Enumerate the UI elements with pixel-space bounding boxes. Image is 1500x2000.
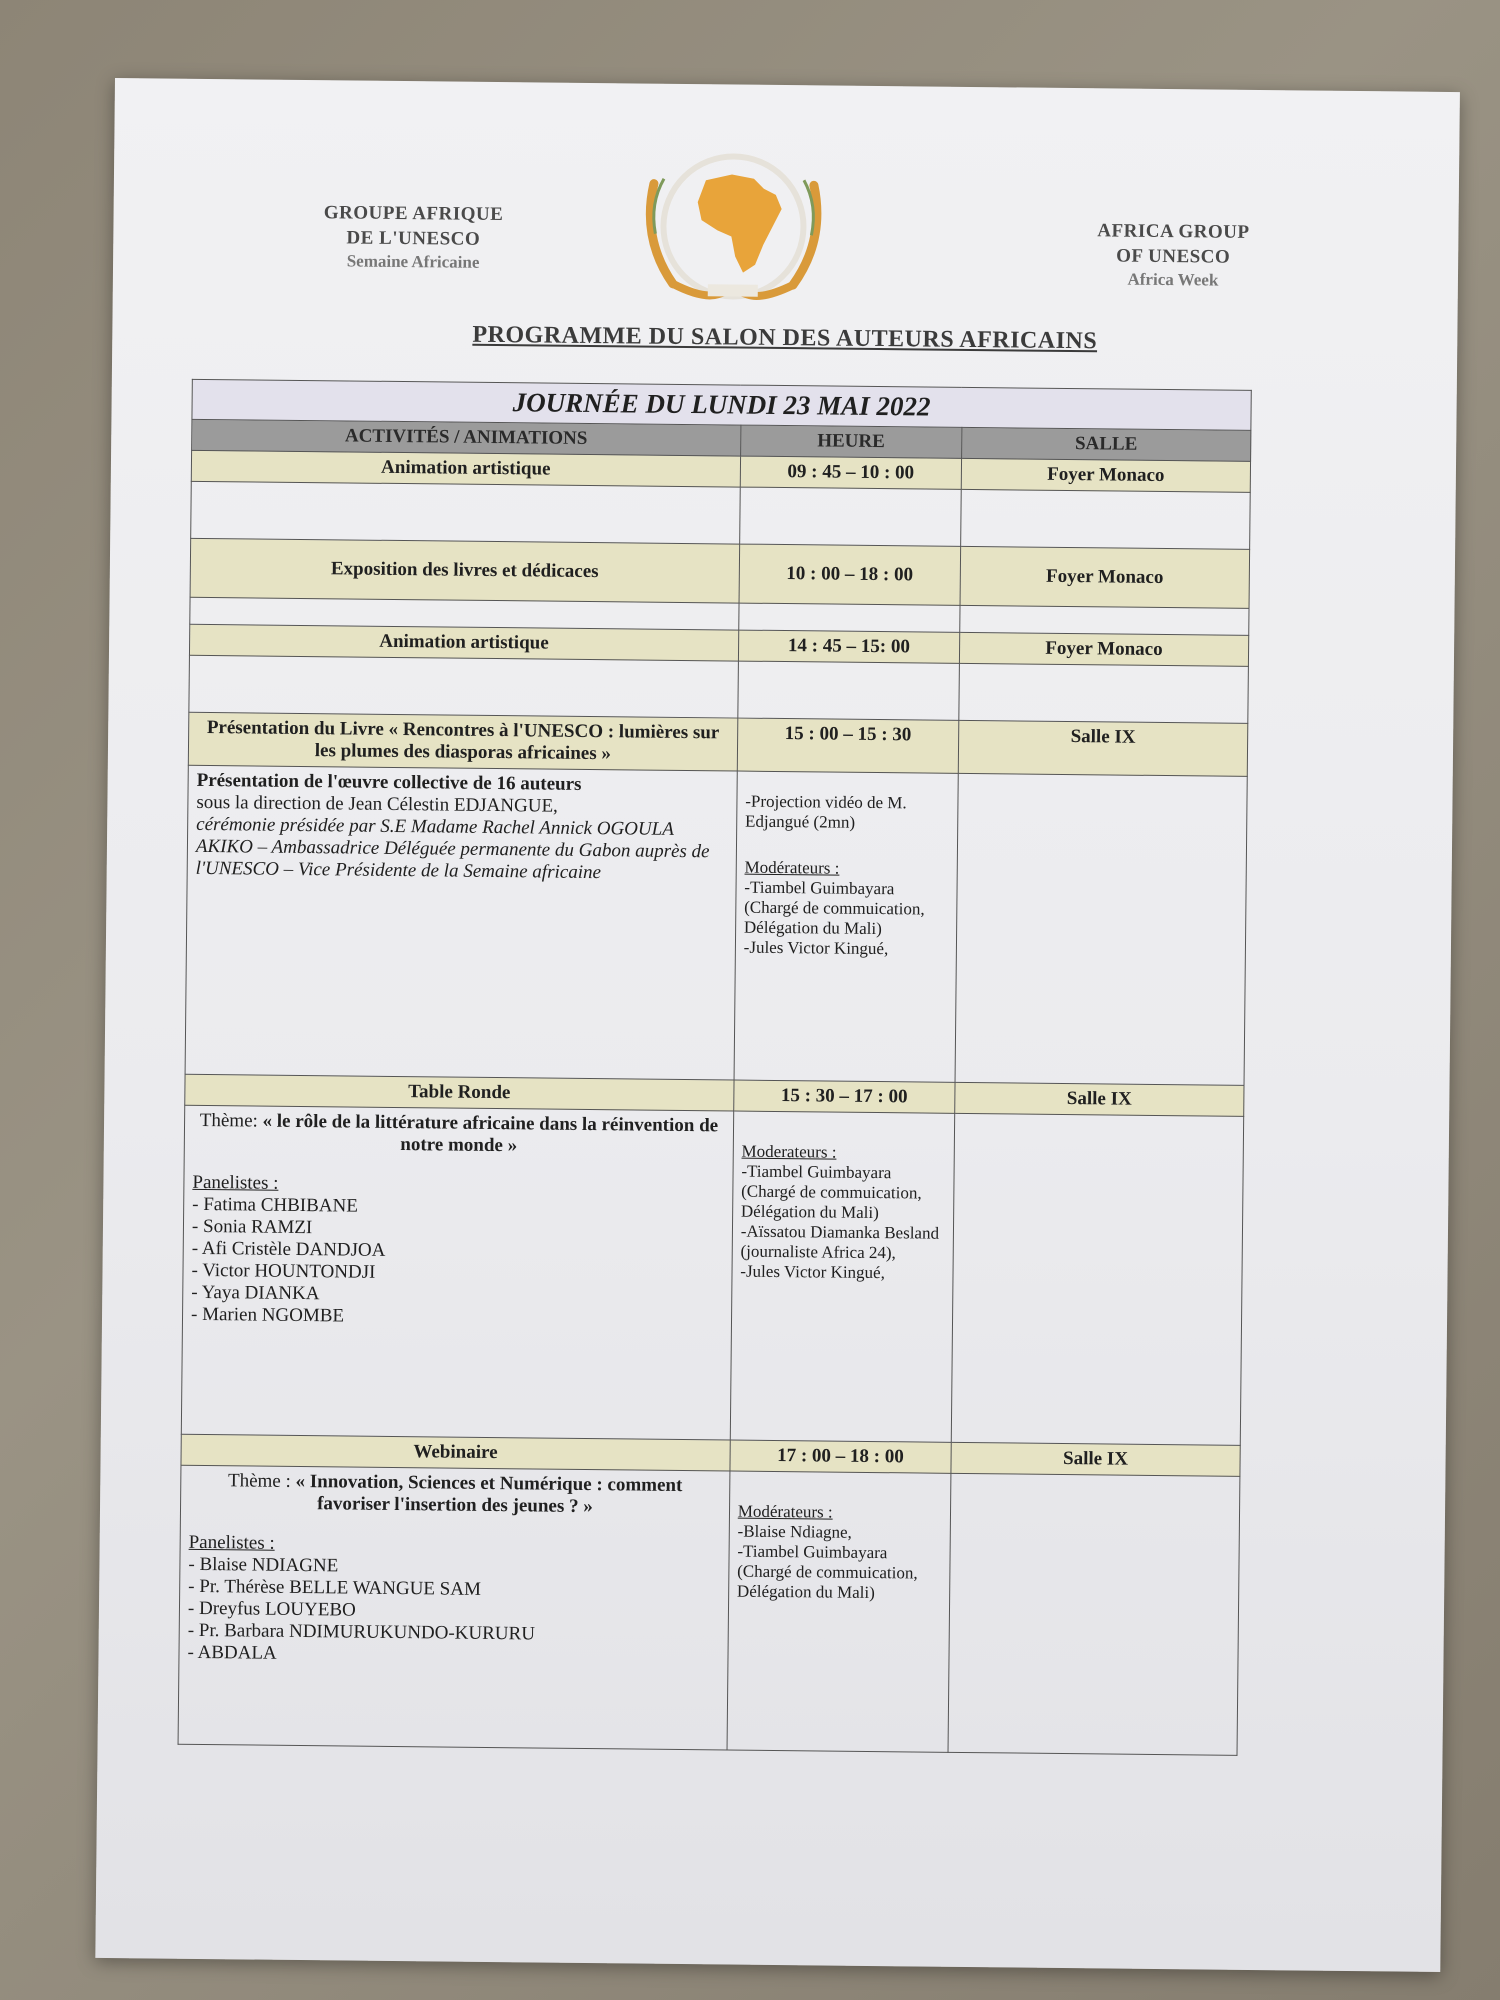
activity-detail-cell: [185, 765, 737, 1080]
time-cell: 17 : 00 – 18 : 00: [730, 1440, 951, 1473]
table-row-detail: [185, 765, 1247, 1085]
org-subtitle: Africa Week: [1127, 269, 1219, 290]
table-row-detail: [178, 1465, 1240, 1755]
room-detail-cell: [951, 1113, 1244, 1445]
moderator-item: -Blaise Ndiagne,: [737, 1521, 852, 1542]
activity-cell: Webinaire: [181, 1434, 730, 1471]
table-row-detail: [181, 1105, 1243, 1445]
panelist-item: - Fatima CHBIBANE: [192, 1193, 359, 1217]
activity-detail-cell: [178, 1465, 730, 1750]
org-subtitle: Semaine Africaine: [346, 251, 480, 272]
panelist-item: - Dreyfus LOUYEBO: [187, 1597, 356, 1621]
moderator-item: -Aïssatou Diamanka Besland (journaliste Africa 24),: [740, 1221, 940, 1263]
table-row: [190, 538, 1250, 608]
org-name-line1: AFRICA GROUP: [1097, 220, 1250, 243]
moderators-label: Moderateurs :: [741, 1141, 837, 1162]
panelist-item: - Blaise NDIAGNE: [188, 1553, 339, 1577]
day-title: JOURNÉE DU LUNDI 23 MAI 2022: [192, 379, 1251, 430]
theme-text: « le rôle de la littérature africaine dans la réinvention de notre monde »: [262, 1110, 719, 1157]
column-header-time: HEURE: [740, 425, 961, 458]
column-header-room: SALLE: [961, 427, 1250, 461]
africa-map-laurel-logo-icon: [613, 143, 855, 316]
room-cell: Salle IX: [951, 1442, 1240, 1476]
moderator-item: -Tiambel Guimbayara (Chargé de commuication, Délégation du Mali): [743, 877, 925, 939]
moderators-label: Modérateurs :: [744, 857, 840, 878]
panelist-item: - Pr. Thérèse BELLE WANGUE SAM: [188, 1575, 482, 1600]
panelist-item: - ABDALA: [187, 1641, 277, 1664]
detail-line: -Projection vidéo de M. Edjangué (2mn): [744, 791, 907, 832]
room-detail-cell: [948, 1473, 1240, 1755]
time-cell: 10 : 00 – 18 : 00: [739, 544, 961, 605]
detail-line: sous la direction de Jean Célestin EDJANGUE,: [196, 791, 558, 817]
org-header-right: [1043, 218, 1304, 293]
org-header-left: [283, 200, 544, 275]
detail-line: Présentation de l'œuvre collective de 16 auteurs: [196, 769, 582, 795]
panelists-label: Panelistes :: [192, 1171, 279, 1194]
org-name-line2: OF UNESCO: [1116, 245, 1231, 268]
panelists-label: Panelistes :: [188, 1531, 275, 1554]
moderator-item: -Jules Victor Kingué,: [743, 937, 889, 959]
moderators-cell: [730, 1111, 955, 1442]
program-sheet: [95, 78, 1460, 1972]
theme-label: Thème :: [227, 1470, 291, 1492]
panelist-item: - Victor HOUNTONDJI: [191, 1259, 376, 1283]
panelist-item: - Afi Cristèle DANDJOA: [191, 1237, 386, 1261]
panelist-item: - Yaya DIANKA: [191, 1281, 320, 1305]
time-cell: 14 : 45 – 15: 00: [738, 630, 959, 663]
detail-line: cérémonie présidée par S.E Madame Rachel Annick OGOULA AKIKO – Ambassadrice Déléguée permanente du Gabon auprès de l'UNESCO – Vice Présidente de la Semaine africaine: [195, 813, 710, 884]
moderators-cell: [734, 771, 958, 1082]
org-name-line1: GROUPE AFRIQUE: [323, 202, 504, 226]
moderators-label: Modérateurs :: [737, 1501, 833, 1522]
moderator-item: -Jules Victor Kingué,: [740, 1261, 885, 1283]
room-cell: Foyer Monaco: [961, 458, 1250, 492]
moderator-item: -Tiambel Guimbayara (Chargé de commuication, Délégation du Mali): [740, 1161, 922, 1223]
theme-text: « Innovation, Sciences et Numérique : comment favoriser l'insertion des jeunes ? »: [295, 1470, 683, 1518]
room-cell: Foyer Monaco: [960, 546, 1250, 608]
room-cell: Salle IX: [955, 1082, 1244, 1116]
activity-cell: Présentation du Livre « Rencontres à l'UNESCO : lumières sur les plumes des diasporas africaines »: [188, 712, 737, 771]
time-cell: 09 : 45 – 10 : 00: [740, 456, 961, 489]
activity-cell: Table Ronde: [185, 1074, 734, 1111]
room-detail-cell: [955, 773, 1247, 1085]
document-title: PROGRAMME DU SALON DES AUTEURS AFRICAINS: [472, 321, 1098, 355]
org-name-line2: DE L'UNESCO: [346, 227, 481, 250]
activity-cell: Animation artistique: [189, 624, 738, 661]
room-cell: Salle IX: [958, 720, 1248, 776]
panelist-item: - Sonia RAMZI: [191, 1215, 313, 1239]
activity-cell: Exposition des livres et dédicaces: [190, 538, 739, 603]
activity-detail-cell: [181, 1105, 733, 1440]
column-header-activity: ACTIVITÉS / ANIMATIONS: [192, 419, 741, 456]
panelist-item: - Marien NGOMBE: [190, 1303, 345, 1327]
activity-cell: Animation artistique: [191, 450, 740, 487]
time-cell: 15 : 30 – 17 : 00: [734, 1080, 955, 1113]
theme-block: [189, 1470, 721, 1520]
panelist-item: - Pr. Barbara NDIMURUKUNDO-KURURU: [187, 1619, 536, 1645]
program-table: [178, 379, 1252, 1756]
room-cell: Foyer Monaco: [959, 632, 1248, 666]
theme-label: Thème:: [199, 1109, 258, 1132]
moderator-item: -Tiambel Guimbayara (Chargé de commuication, Délégation du Mali): [736, 1541, 918, 1603]
theme-block: [193, 1110, 725, 1160]
moderators-cell: [727, 1471, 951, 1752]
time-cell: 15 : 00 – 15 : 30: [737, 718, 959, 773]
